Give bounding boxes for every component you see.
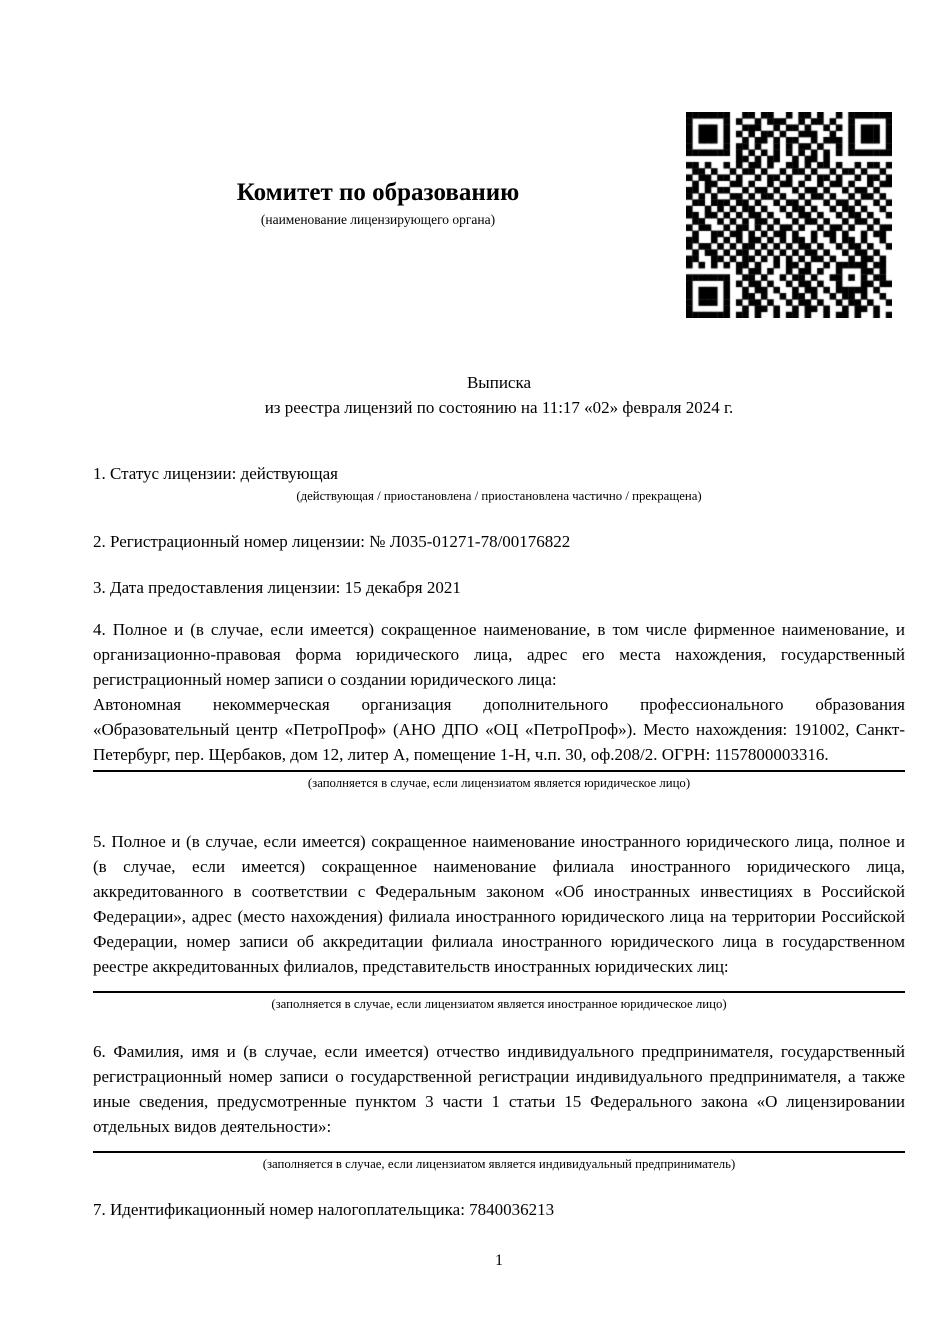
- licensing-authority-caption: (наименование лицензирующего органа): [260, 212, 496, 227]
- licensing-authority-name: Комитет по образованию: [236, 179, 520, 206]
- registration-number-text: 2. Регистрационный номер лицензии: № Л035-01271-78/00176822: [93, 532, 571, 551]
- page-number: 1: [495, 1252, 503, 1269]
- license-status-text: 1. Статус лицензии: действующая: [93, 464, 338, 483]
- section-individual-entrepreneur: [93, 1039, 905, 1173]
- licensing-authority-block: [93, 178, 663, 228]
- legal-entity-question: 4. Полное и (в случае, если имеется) сокращенное наименование, в том числе фирменное наименование, и организационно-правовая форма юридического лица, адрес его места нахождения, государственный регистрационный номер записи о создании юридического лица:: [93, 620, 905, 689]
- section-license-status: [93, 461, 905, 505]
- individual-entrepreneur-question: 6. Фамилия, имя и (в случае, если имеется) отчество индивидуального предпринимателя, государственный регистрационный номер записи о государственной регистрации индивидуального предпринимателя, а также иные сведения, предусмотренные пунктом 3 части 1 статьи 15 Федерального закона «О лицензировании отдельных видов деятельности»:: [93, 1042, 905, 1136]
- taxpayer-number-text: 7. Идентификационный номер налогоплательщика: 7840036213: [93, 1200, 555, 1219]
- legal-entity-value: Автономная некоммерческая организация дополнительного профессионального образования «Образовательный центр «ПетроПроф» (АНО ДПО «ОЦ «ПетроПроф»). Место нахождения: 191002, Санкт-Петербург, пер. Щербаков, дом 12, литер А, помещение 1-Н, ч.п. 30, оф.208/2. ОГРН: 1157800003316.: [93, 695, 905, 764]
- legal-entity-fill-rule: [93, 770, 905, 772]
- foreign-entity-fill-rule: [93, 991, 905, 993]
- document-title-line2: из реестра лицензий по состоянию на 11:17 «02» февраля 2024 г.: [264, 397, 734, 417]
- individual-entrepreneur-note: (заполняется в случае, если лицензиатом является индивидуальный предприниматель): [262, 1157, 736, 1171]
- foreign-entity-question: 5. Полное и (в случае, если имеется) сокращенное наименование иностранного юридического лица, полное и (в случае, если имеется) сокращенное наименование филиала иностранного юридического лица, аккредитованного в соответствии с Федеральным законом «Об иностранных инвестициях в Российской Федерации», адрес (место нахождения) филиала иностранного юридического лица на территории Российской Федерации, номер записи об аккредитации филиала иностранного юридического лица в государственном реестре аккредитованных филиалов, представительств иностранных юридических лиц:: [93, 832, 905, 976]
- qr-code-icon: [686, 112, 892, 318]
- section-taxpayer-number: [93, 1197, 905, 1222]
- section-legal-entity: [93, 617, 905, 792]
- legal-entity-note: (заполняется в случае, если лицензиатом является юридическое лицо): [307, 776, 691, 790]
- foreign-entity-note: (заполняется в случае, если лицензиатом является иностранное юридическое лицо): [271, 997, 727, 1011]
- section-license-date: [93, 575, 905, 600]
- document-title: [93, 371, 905, 420]
- license-date-text: 3. Дата предоставления лицензии: 15 декабря 2021: [93, 578, 461, 597]
- license-status-note: (действующая / приостановлена / приостановлена частично / прекращена): [296, 489, 702, 503]
- document-title-line1: Выписка: [466, 373, 532, 392]
- section-registration-number: [93, 529, 905, 554]
- section-foreign-entity: [93, 829, 905, 1013]
- individual-entrepreneur-fill-rule: [93, 1151, 905, 1153]
